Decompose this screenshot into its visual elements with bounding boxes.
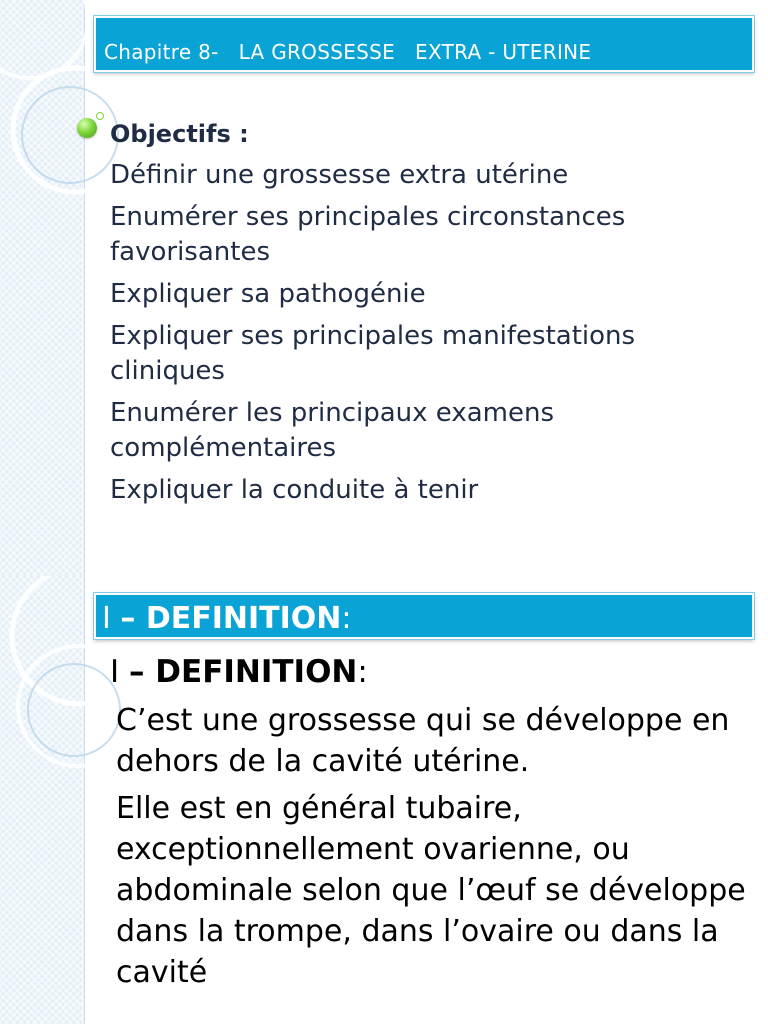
objective-item: Définir une grossesse extra utérine — [110, 160, 569, 190]
slide-title: Chapitre 8- LA GROSSESSE EXTRA - UTERINE — [104, 40, 592, 64]
objective-item: Expliquer la conduite à tenir — [110, 475, 479, 505]
slide-title-bar — [94, 16, 754, 72]
decorative-strip — [0, 576, 85, 1024]
definition-paragraph: C’est une grossesse qui se développe en dehors de la cavité utérine. — [116, 703, 730, 779]
definition-heading — [110, 654, 750, 690]
objectives-list — [110, 120, 750, 515]
slide-title-bar — [94, 593, 754, 639]
objective-item: Enumérer ses principales circonstances favorisantes — [110, 202, 626, 267]
slide-definition — [0, 576, 768, 1024]
objectives-heading: Objectifs : — [110, 120, 249, 148]
objective-item: Expliquer ses principales manifestations cliniques — [110, 321, 636, 386]
slide-title — [102, 601, 352, 636]
heading-prefix: I — [110, 654, 129, 690]
objective-item: Expliquer sa pathogénie — [110, 279, 426, 309]
decorative-strip — [0, 0, 85, 576]
heading-bold: – DEFINITION — [129, 654, 358, 690]
green-bullet-icon — [77, 118, 97, 138]
small-bullet-icon — [96, 112, 104, 120]
title-bold: – DEFINITION — [120, 601, 342, 636]
definition-paragraph: Elle est en général tubaire, exceptionnellement ovarienne, ou abdominale selon que l’œuf se développe dans la trompe, dans l’ovaire ou dans la cavité — [116, 791, 746, 990]
title-prefix: I — [102, 601, 121, 636]
objective-item: Enumérer les principaux examens complémentaires — [110, 398, 554, 463]
title-suffix: : — [341, 601, 352, 636]
heading-suffix: : — [357, 654, 368, 690]
definition-content — [110, 654, 750, 999]
